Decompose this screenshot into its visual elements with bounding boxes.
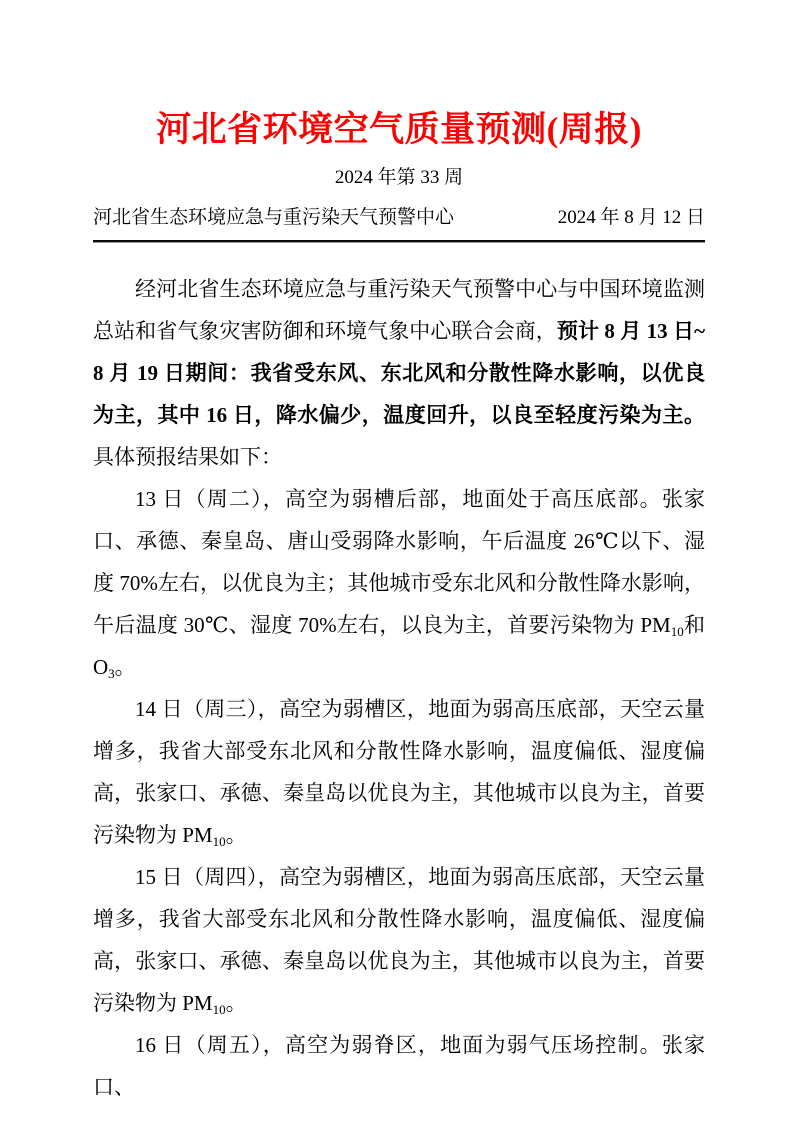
subscript-text: 10 xyxy=(212,834,226,849)
text-run: 13 日（周二），高空为弱槽后部，地面处于高压底部。张家口、承德、秦皇岛、唐山受弱降水影响，午后温度 26℃以下、湿度 70%左右，以优良为主；其他城市受东北风和分散性降水影响，午后温度 30℃、湿度 70%左右，以良为主，首要污染物为 PM xyxy=(93,487,705,637)
header-divider xyxy=(93,240,705,243)
text-run: 。 xyxy=(114,655,136,679)
paragraph-2 xyxy=(93,478,705,688)
text-run: 。 xyxy=(225,991,247,1015)
text-run: 具体预报结果如下： xyxy=(93,445,282,469)
meta-row xyxy=(93,206,705,230)
bold-text-run: 预计 8 月 13 日~8 月 19 日期间：我省受东风、东北风和分散性降水影响，以优良为主，其中 16 日，降水偏少，温度回升，以良至轻度污染为主。 xyxy=(93,319,705,427)
issuer-name: 河北省生态环境应急与重污染天气预警中心 xyxy=(93,207,455,228)
document-body xyxy=(93,268,705,1108)
issue-date: 2024 年 8 月 12 日 xyxy=(557,207,705,228)
paragraph-1 xyxy=(93,268,705,478)
text-run: 15 日（周四），高空为弱槽区，地面为弱高压底部，天空云量增多，我省大部受东北风和分散性降水影响，温度偏低、湿度偏高，张家口、承德、秦皇岛以优良为主，其他城市以良为主，首要污染物为 PM xyxy=(93,865,705,1015)
paragraph-4 xyxy=(93,856,705,1024)
document-title: 河北省环境空气质量预测(周报) xyxy=(156,110,642,149)
subscript-text: 10 xyxy=(670,624,684,639)
text-run: 和 O xyxy=(93,613,706,679)
text-run: 经河北省生态环境应急与重污染天气预警中心与中国环境监测总站和省气象灾害防御和环境气象中心联合会商， xyxy=(93,277,705,343)
subscript-text: 10 xyxy=(212,1002,226,1017)
text-run: 16 日（周五），高空为弱脊区，地面为弱气压场控制。张家口、 xyxy=(93,1033,705,1099)
paragraph-5 xyxy=(93,1024,705,1108)
subscript-text: 3 xyxy=(108,666,115,681)
paragraph-3 xyxy=(93,688,705,856)
text-run: 。 xyxy=(225,823,247,847)
week-subtitle: 2024 年第 33 周 xyxy=(334,167,464,188)
text-run: 14 日（周三），高空为弱槽区，地面为弱高压底部，天空云量增多，我省大部受东北风和分散性降水影响，温度偏低、湿度偏高，张家口、承德、秦皇岛以优良为主，其他城市以良为主，首要污染物为 PM xyxy=(93,697,705,847)
